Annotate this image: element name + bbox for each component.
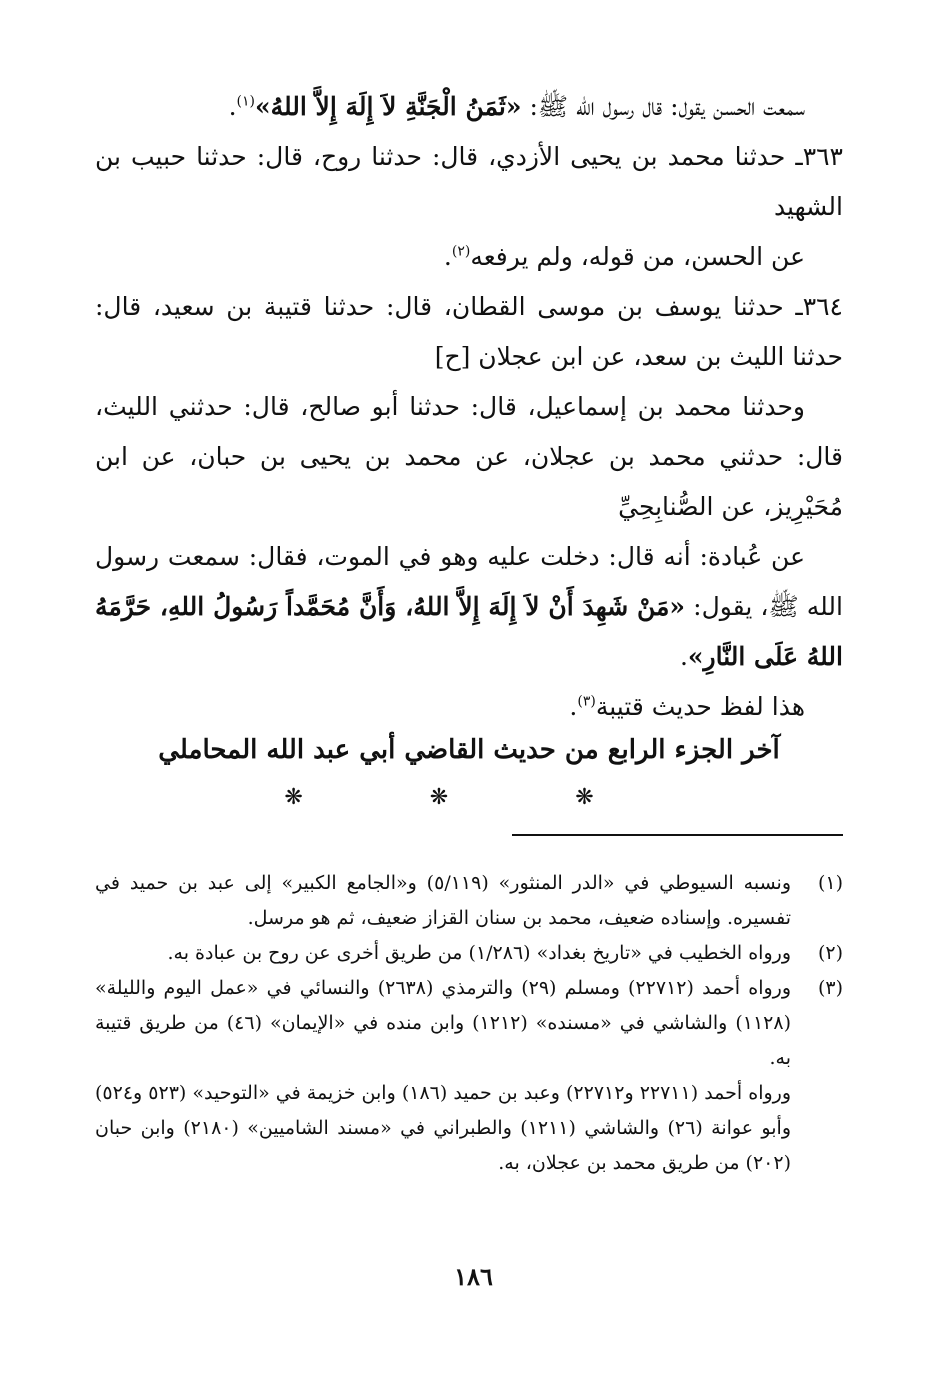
section-end-title: آخر الجزء الرابع من حديث القاضي أبي عبد الله المحاملي [158,735,780,765]
paragraph-5 [95,382,843,532]
footnote-ref-2[interactable]: (٢) [451,243,471,260]
footnote-separator [512,834,843,836]
paragraph-6-end: . [679,642,688,671]
hadith-quote-2: «مَنْ شَهِدَ أَنْ لاَ إِلَهَ إِلاَّ اللهُ، وَأَنَّ مُحَمَّداً رَسُولُ اللهِ، حَرَّمَهُ اللهُ عَلَى النَّارِ» [95,592,843,671]
paragraph-3-end: . [443,242,452,271]
page-number: ١٨٦ [454,1262,493,1291]
footnote-text: ورواه أحمد (٢٢٧١٢) ومسلم (٢٩) والترمذي (٢٦٣٨) والنسائي في «عمل اليوم والليلة» (١١٢٨) والشاشي في «مسنده» (١٢١٢) وابن منده في «الإيمان» (٤٦) من طريق قتيبة به. [95,977,792,1069]
footnote-number: (١) [817,872,843,894]
main-text [95,82,843,732]
hadith-quote-1: «ثَمَنُ الْجَنَّةِ لاَ إِلَهَ إِلاَّ اللهُ» [254,92,522,121]
paragraph-3-text: عن الحسن، من قوله، ولم يرفعه [470,242,805,271]
paragraph-2 [95,132,843,232]
footnote-ref-1[interactable]: (١) [236,93,255,110]
footnote-text: ورواه أحمد (٢٢٧١١ و٢٢٧١٢) وعبد بن حميد (١٨٦) وابن خزيمة في «التوحيد» (٥٢٣ و٥٢٤) وأبو عوانة (٢٦) والشاشي (١٢١١) والطبراني في «مسند الشاميين» (٢١٨٠) وابن حبان (٢٠٢) من طريق محمد بن عجلان، به. [95,1082,792,1174]
hadith-364-text: ٣٦٤ـ حدثنا يوسف بن موسى القطان، قال: حدثنا قتيبة بن سعيد، قال: حدثنا الليث بن سعد، عن ابن عجلان [ح] [95,292,843,371]
footnote-text: ونسبه السيوطي في «الدر المنثور» (٥/١١٩) و«الجامع الكبير» إلى عبد بن حميد في تفسيره. وإسناده ضعيف، محمد بن سنان القزاز ضعيف، ثم هو مرسل. [95,872,791,929]
paragraph-7-text: هذا لفظ حديث قتيبة [595,692,805,721]
hadith-363-text: ٣٦٣ـ حدثنا محمد بن يحيى الأزدي، قال: حدثنا روح، قال: حدثنا حبيب بن الشهيد [95,142,843,221]
stars-divider: ❋ ❋ ❋ [284,785,654,810]
footnote-3 [95,971,843,1076]
paragraph-1-text: سمعت الحسن يقول: قال رسول الله ﷺ: [521,92,805,121]
footnote-number: (٣) [817,977,843,999]
paragraph-7 [95,682,843,732]
paragraph-5-text: وحدثنا محمد بن إسماعيل، قال: حدثنا أبو صالح، قال: حدثني الليث، قال: حدثني محمد بن عجلان، عن محمد بن يحيى بن حبان، عن ابن مُحَيْرِيز، عن الصُّنابِحِيِّ [95,392,843,521]
paragraph-7-end: . [569,692,578,721]
footnotes [95,866,843,1181]
footnote-number: (٢) [817,942,843,964]
footnote-text: ورواه الخطيب في «تاريخ بغداد» (١/٢٨٦) من طريق أخرى عن روح بن عبادة به. [167,942,791,964]
paragraph-1 [95,82,843,132]
paragraph-6 [95,532,843,682]
footnote-ref-3[interactable]: (٣) [577,693,596,710]
paragraph-4 [95,282,843,382]
paragraph-3 [95,232,843,282]
footnote-3-continued [95,1076,843,1181]
paragraph-1-end: . [228,92,237,121]
paragraph-6-text: عن عُبادة: أنه قال: دخلت عليه وهو في الموت، فقال: سمعت رسول الله ﷺ، يقول: [95,542,843,621]
footnote-1 [95,866,843,936]
footnote-2 [95,936,843,971]
